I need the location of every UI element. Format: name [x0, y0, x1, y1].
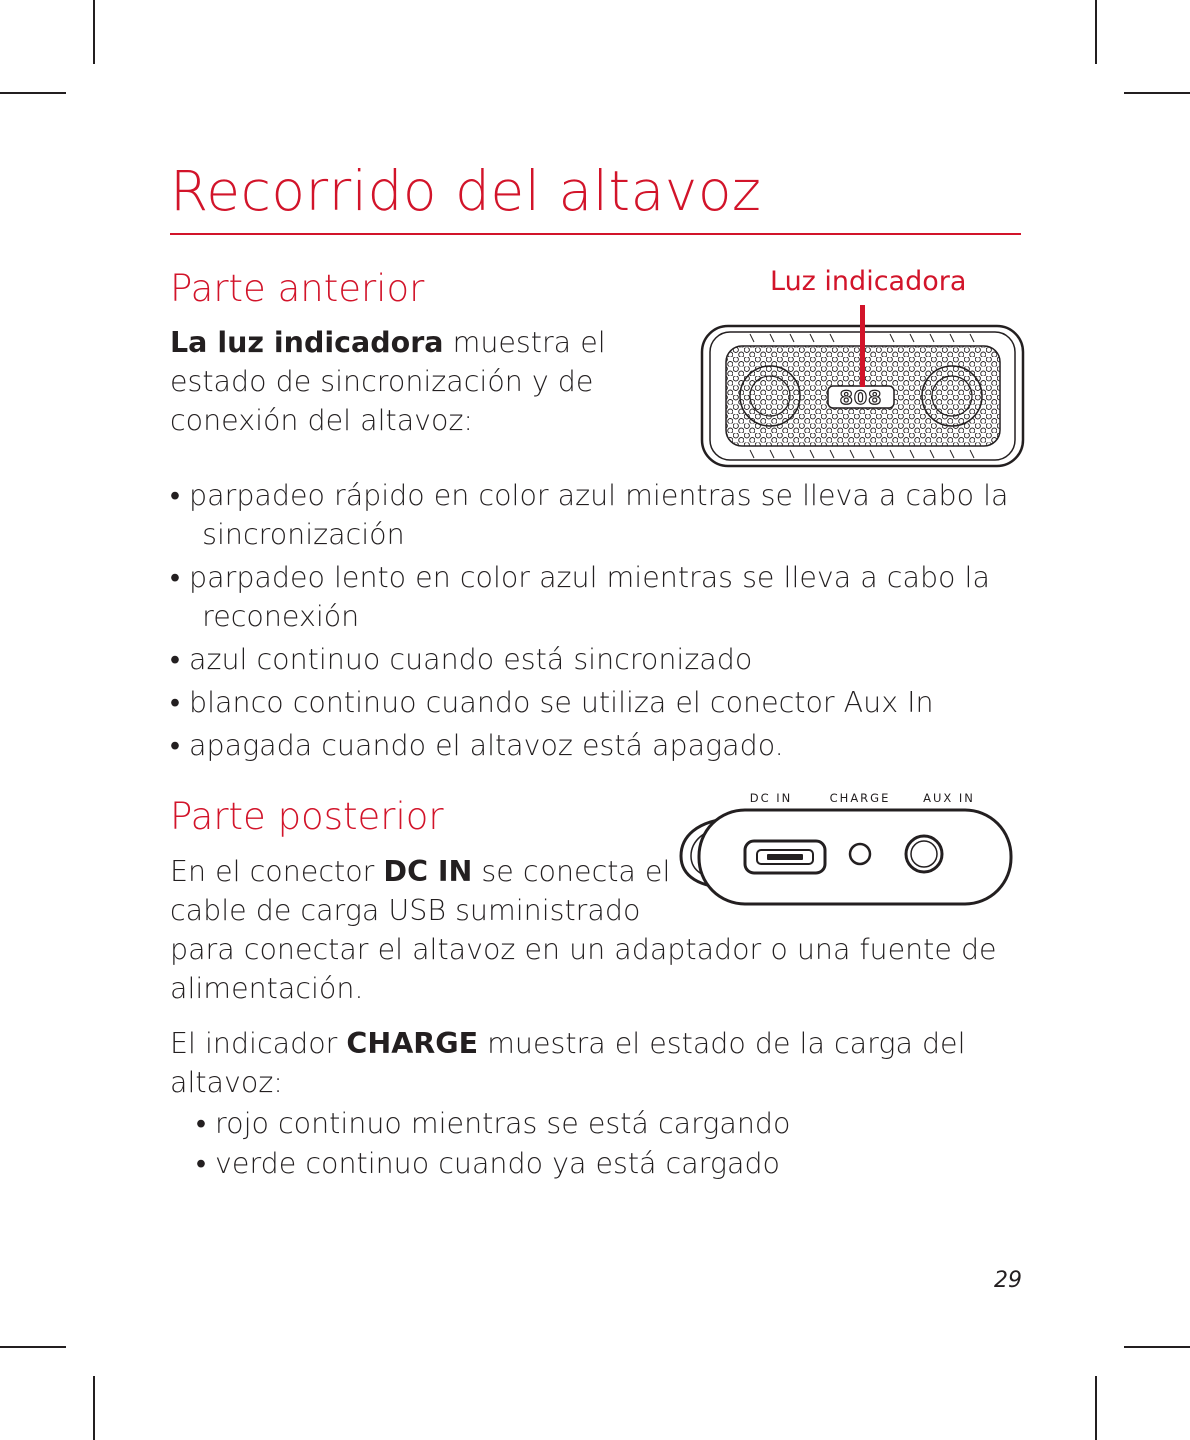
- crop-mark: [1124, 92, 1190, 94]
- port-label-charge: CHARGE: [829, 791, 891, 805]
- front-status-list: [170, 476, 1030, 769]
- page-title: Recorrido del altavoz: [170, 159, 762, 223]
- list-item: • blanco continuo cuando se utiliza el conector Aux In: [170, 686, 934, 719]
- front-heading: Parte anterior: [170, 267, 425, 310]
- crop-mark: [1095, 0, 1097, 64]
- crop-mark: [1124, 1346, 1190, 1348]
- dc-in-description: En el conector DC IN se conecta el cable de carga USB suministrado para conectar el altavoz en un adaptador o una fuente de alimentación.: [170, 855, 997, 1005]
- charge-description: El indicador CHARGE muestra el estado de la carga del altavoz:: [170, 1027, 966, 1099]
- list-item: • apagada cuando el altavoz está apagado.: [170, 729, 784, 762]
- crop-mark: [1095, 1376, 1097, 1440]
- title-divider: [170, 233, 1021, 235]
- front-intro-rest: muestra el: [443, 326, 606, 359]
- back-heading: Parte posterior: [170, 795, 444, 838]
- crop-mark: [0, 92, 66, 94]
- crop-mark: [0, 1346, 66, 1348]
- page-number: 29: [994, 1268, 1022, 1293]
- indicator-light-pointer: [860, 305, 865, 387]
- list-item: • rojo continuo mientras se está cargando: [196, 1107, 791, 1140]
- list-item: • verde continuo cuando ya está cargado: [196, 1147, 780, 1180]
- charge-status-list: [196, 1104, 996, 1184]
- speaker-front-illustration: [700, 300, 1025, 470]
- front-intro-bold: La luz indicadora: [170, 326, 444, 359]
- speaker-logo: 808: [839, 387, 883, 409]
- front-intro-line-1: [170, 323, 610, 362]
- charge-bold: CHARGE: [346, 1027, 479, 1060]
- list-item: • parpadeo rápido en color azul mientras se lleva a cabo la sincronización: [170, 479, 1009, 551]
- indicator-light-label: Luz indicadora: [770, 266, 967, 297]
- port-label-dc-in: DC IN: [749, 791, 793, 805]
- front-intro: [170, 323, 610, 440]
- front-intro-line-2: estado de sincronización y de: [170, 365, 594, 398]
- list-item: • azul continuo cuando está sincronizado: [170, 643, 753, 676]
- crop-mark: [93, 0, 95, 64]
- port-label-aux-in: AUX IN: [923, 791, 975, 805]
- dc-in-bold: DC IN: [383, 855, 473, 888]
- front-intro-line-3: conexión del altavoz:: [170, 404, 474, 437]
- crop-mark: [93, 1376, 95, 1440]
- list-item: • parpadeo lento en color azul mientras se lleva a cabo la reconexión: [170, 561, 990, 633]
